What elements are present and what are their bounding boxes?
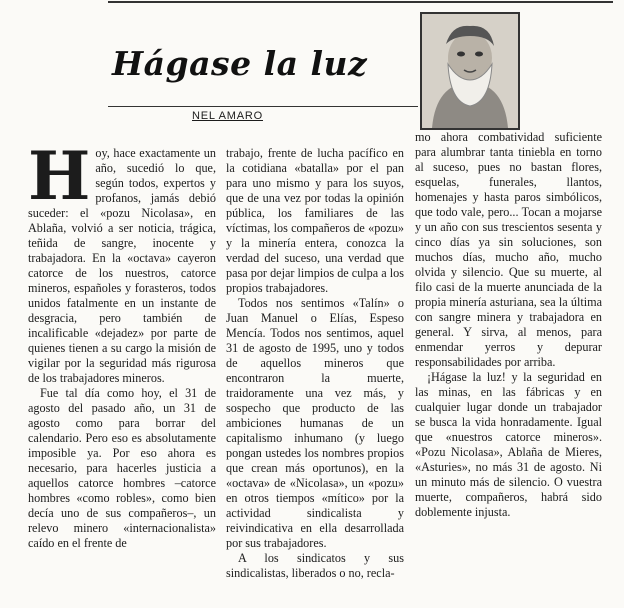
paragraph: trabajo, frente de lucha pacífico en la cotidiana «batalla» por el pan para uno mismo y para los suyos, que de una vez por todas la opinión pública, los familiares de las víctimas, los compañeros de «pozu» y la minería entera, conozca la verdad del suceso, una verdad que pasa por dejar limpios de culpa a los propios trabajadores.: [226, 146, 404, 295]
byline: NEL AMARO: [192, 110, 263, 122]
byline-rule: [108, 106, 418, 107]
paragraph: Fue tal día como hoy, el 31 de agosto del pasado año, un 31 de agosto como para borrar del calendario. Pero eso es absolutamente imposible ya. Por eso ahora es necesario, para hacerles justicia a aquellos catorce hombres –catorce hombres «como robles», como bien decía uno de sus compañeros–, un relevo minero «internacionalista» caído en el frente de: [28, 386, 216, 550]
headline: Hágase la luz: [112, 44, 368, 84]
author-photo: [420, 12, 520, 130]
paragraph: Todos nos sentimos «Talín» o Juan Manuel o Elías, Espeso Mencía. Todos nos sentimos, aquel 31 de agosto de 1995, uno y todos de aquellos mineros que encontraron la muerte, traidoramente una vez más, y sospecho que producto de las ambiciones humanas de un capitalismo inhumano (y luego pongan ustedes los nombres propios que crean más oportunos), en la «octava» de «Nicolasa», un «pozu» en otros tiempos «mítico» por la actividad sindicalista y reivindicativa en ella desarrollada por sus trabajadores.: [226, 296, 404, 550]
top-rule: [108, 1, 613, 3]
paragraph: [28, 137, 216, 386]
paragraph: mo ahora combatividad suficiente para alumbrar tanta tiniebla en torno al suceso, pues no bastan flores, esquelas, funerales, llantos, homenajes y hasta paros simbólicos, que todo vale, pero... Tocan a mojarse y un año con sus trescientos sesenta y cinco días ya sin soluciones, son muchos días, mucho año, mucho olvida y silencio. Que su muerte, al filo casi de la muerte anunciada de la propia minería asturiana, sea la última con sangre minera y trabajadora en general. Y sirva, al menos, para enmendar yerros y depurar responsabilidades por arriba.: [415, 130, 602, 369]
column-3: [415, 130, 602, 520]
column-2: [226, 146, 404, 581]
column-1: [28, 137, 216, 551]
paragraph: ¡Hágase la luz! y la seguridad en las minas, en las fábricas y en cualquier lugar donde un trabajador se busca la vida honradamente. Igual que «nuestros catorce mineros». «Pozu Nicolasa», Ablaña de Mieres, «Asturies», no más 31 de agosto. Ni un minuto más de silencio. O vuestra muerte, compañeros, habrá sido doblemente injusta.: [415, 370, 602, 519]
paragraph: A los sindicatos y sus sindicalistas, liberados o no, recla-: [226, 551, 404, 580]
drop-cap: H: [28, 137, 91, 215]
paragraph-text: oy, hace exactamente un año, sucedió lo que, según todos, expertos y profanos, jamás debió suceder: el «pozu Nicolasa», en Ablaña, volvió a ser noticia, trágica, teñida de sangre, inocente y trabajadora. En la «octava» cayeron catorce de los nuestros, catorce mineros, españoles y forasteros, todos unidos fatalmente en un instante de desgracia, pero también de incalificable «dejadez» por parte de quienes tienen a su cargo la misión de vigilar por la seguridad más rigurosa de los trabajadores mineros.: [28, 146, 216, 385]
